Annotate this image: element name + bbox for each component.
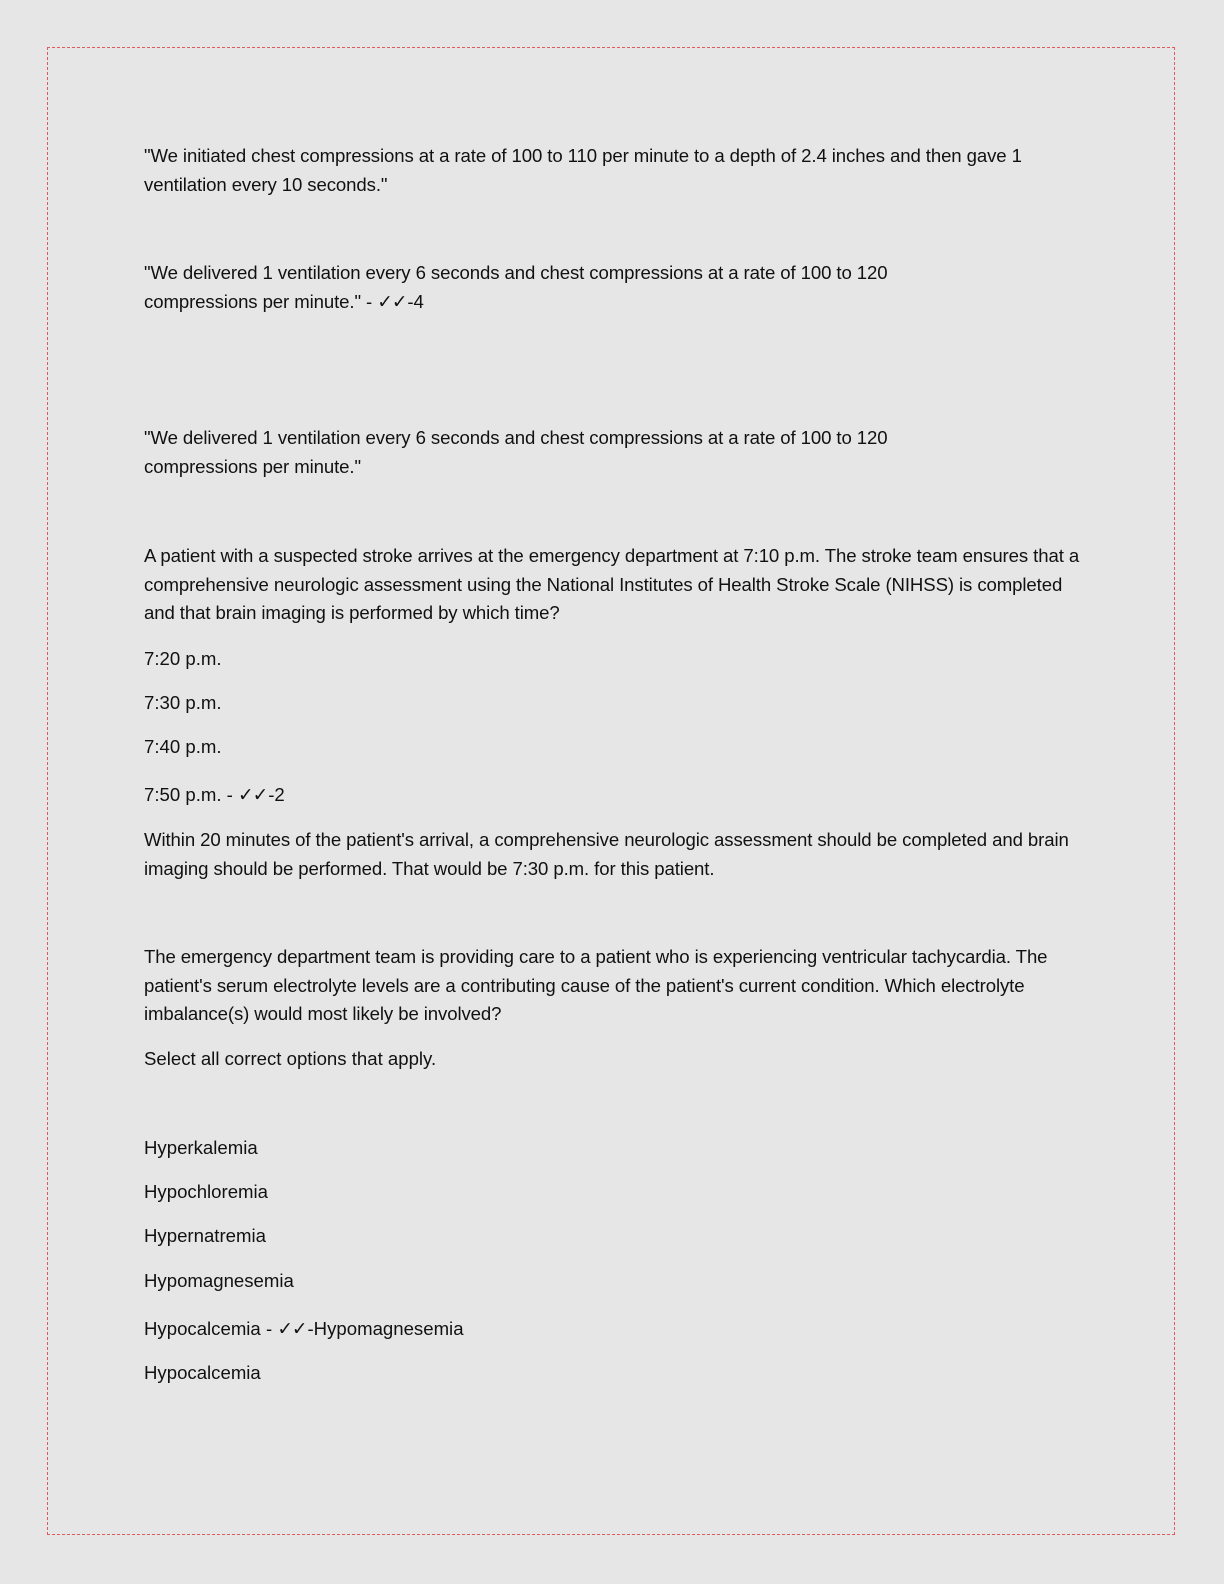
option-item: Hyperkalemia [144,1137,258,1158]
answer-marker: -4 [407,290,424,312]
answer-option-paragraph: "We initiated chest compressions at a rate of 100 to 110 per minute to a depth of 2.4 inches and then gave 1 ventilation every 10 seconds." [144,145,1022,195]
answer-marker: -2 [268,784,285,805]
option-item: 7:30 p.m. [144,692,222,713]
double-check-icon: ✓✓ [277,1319,307,1340]
option-item-marked [144,781,285,810]
option-item: Hypomagnesemia [144,1270,294,1291]
answer-marker: -Hypomagnesemia [307,1318,464,1339]
double-check-icon: ✓✓ [238,785,268,806]
option-item: 7:20 p.m. [144,648,222,669]
option-text: Hypocalcemia - [144,1318,273,1339]
double-check-icon: ✓✓ [377,291,407,313]
explanation-paragraph: Within 20 minutes of the patient's arrival, a comprehensive neurologic assessment should be completed and brain imaging should be performed. That would be 7:30 p.m. for this patient. [144,829,1069,879]
option-item: 7:40 p.m. [144,736,222,757]
answer-text: "We delivered 1 ventilation every 6 seconds and chest compressions at a rate of 100 to 120 compressions per minute." - [144,262,888,312]
answer-option-paragraph-marked [144,259,974,317]
answer-option-paragraph: "We delivered 1 ventilation every 6 seconds and chest compressions at a rate of 100 to 120 compressions per minute." [144,427,888,477]
option-item-marked [144,1315,464,1344]
question-electrolytes: The emergency department team is providing care to a patient who is experiencing ventricular tachycardia. The patient's serum electrolyte levels are a contributing cause of the patient's current condition. Which electrolyte imbalance(s) would most likely be involved? [144,946,1048,1024]
option-item: Hypernatremia [144,1225,266,1246]
instruction-text: Select all correct options that apply. [144,1048,437,1069]
option-item: Hypochloremia [144,1181,269,1202]
question-stroke: A patient with a suspected stroke arrives at the emergency department at 7:10 p.m. The stroke team ensures that a comprehensive neurologic assessment using the National Institutes of Health Stroke Scale (NIHSS) is completed and that brain imaging is performed by which time? [144,545,1080,623]
option-item: Hypocalcemia [144,1362,261,1383]
option-text: 7:50 p.m. - [144,784,233,805]
